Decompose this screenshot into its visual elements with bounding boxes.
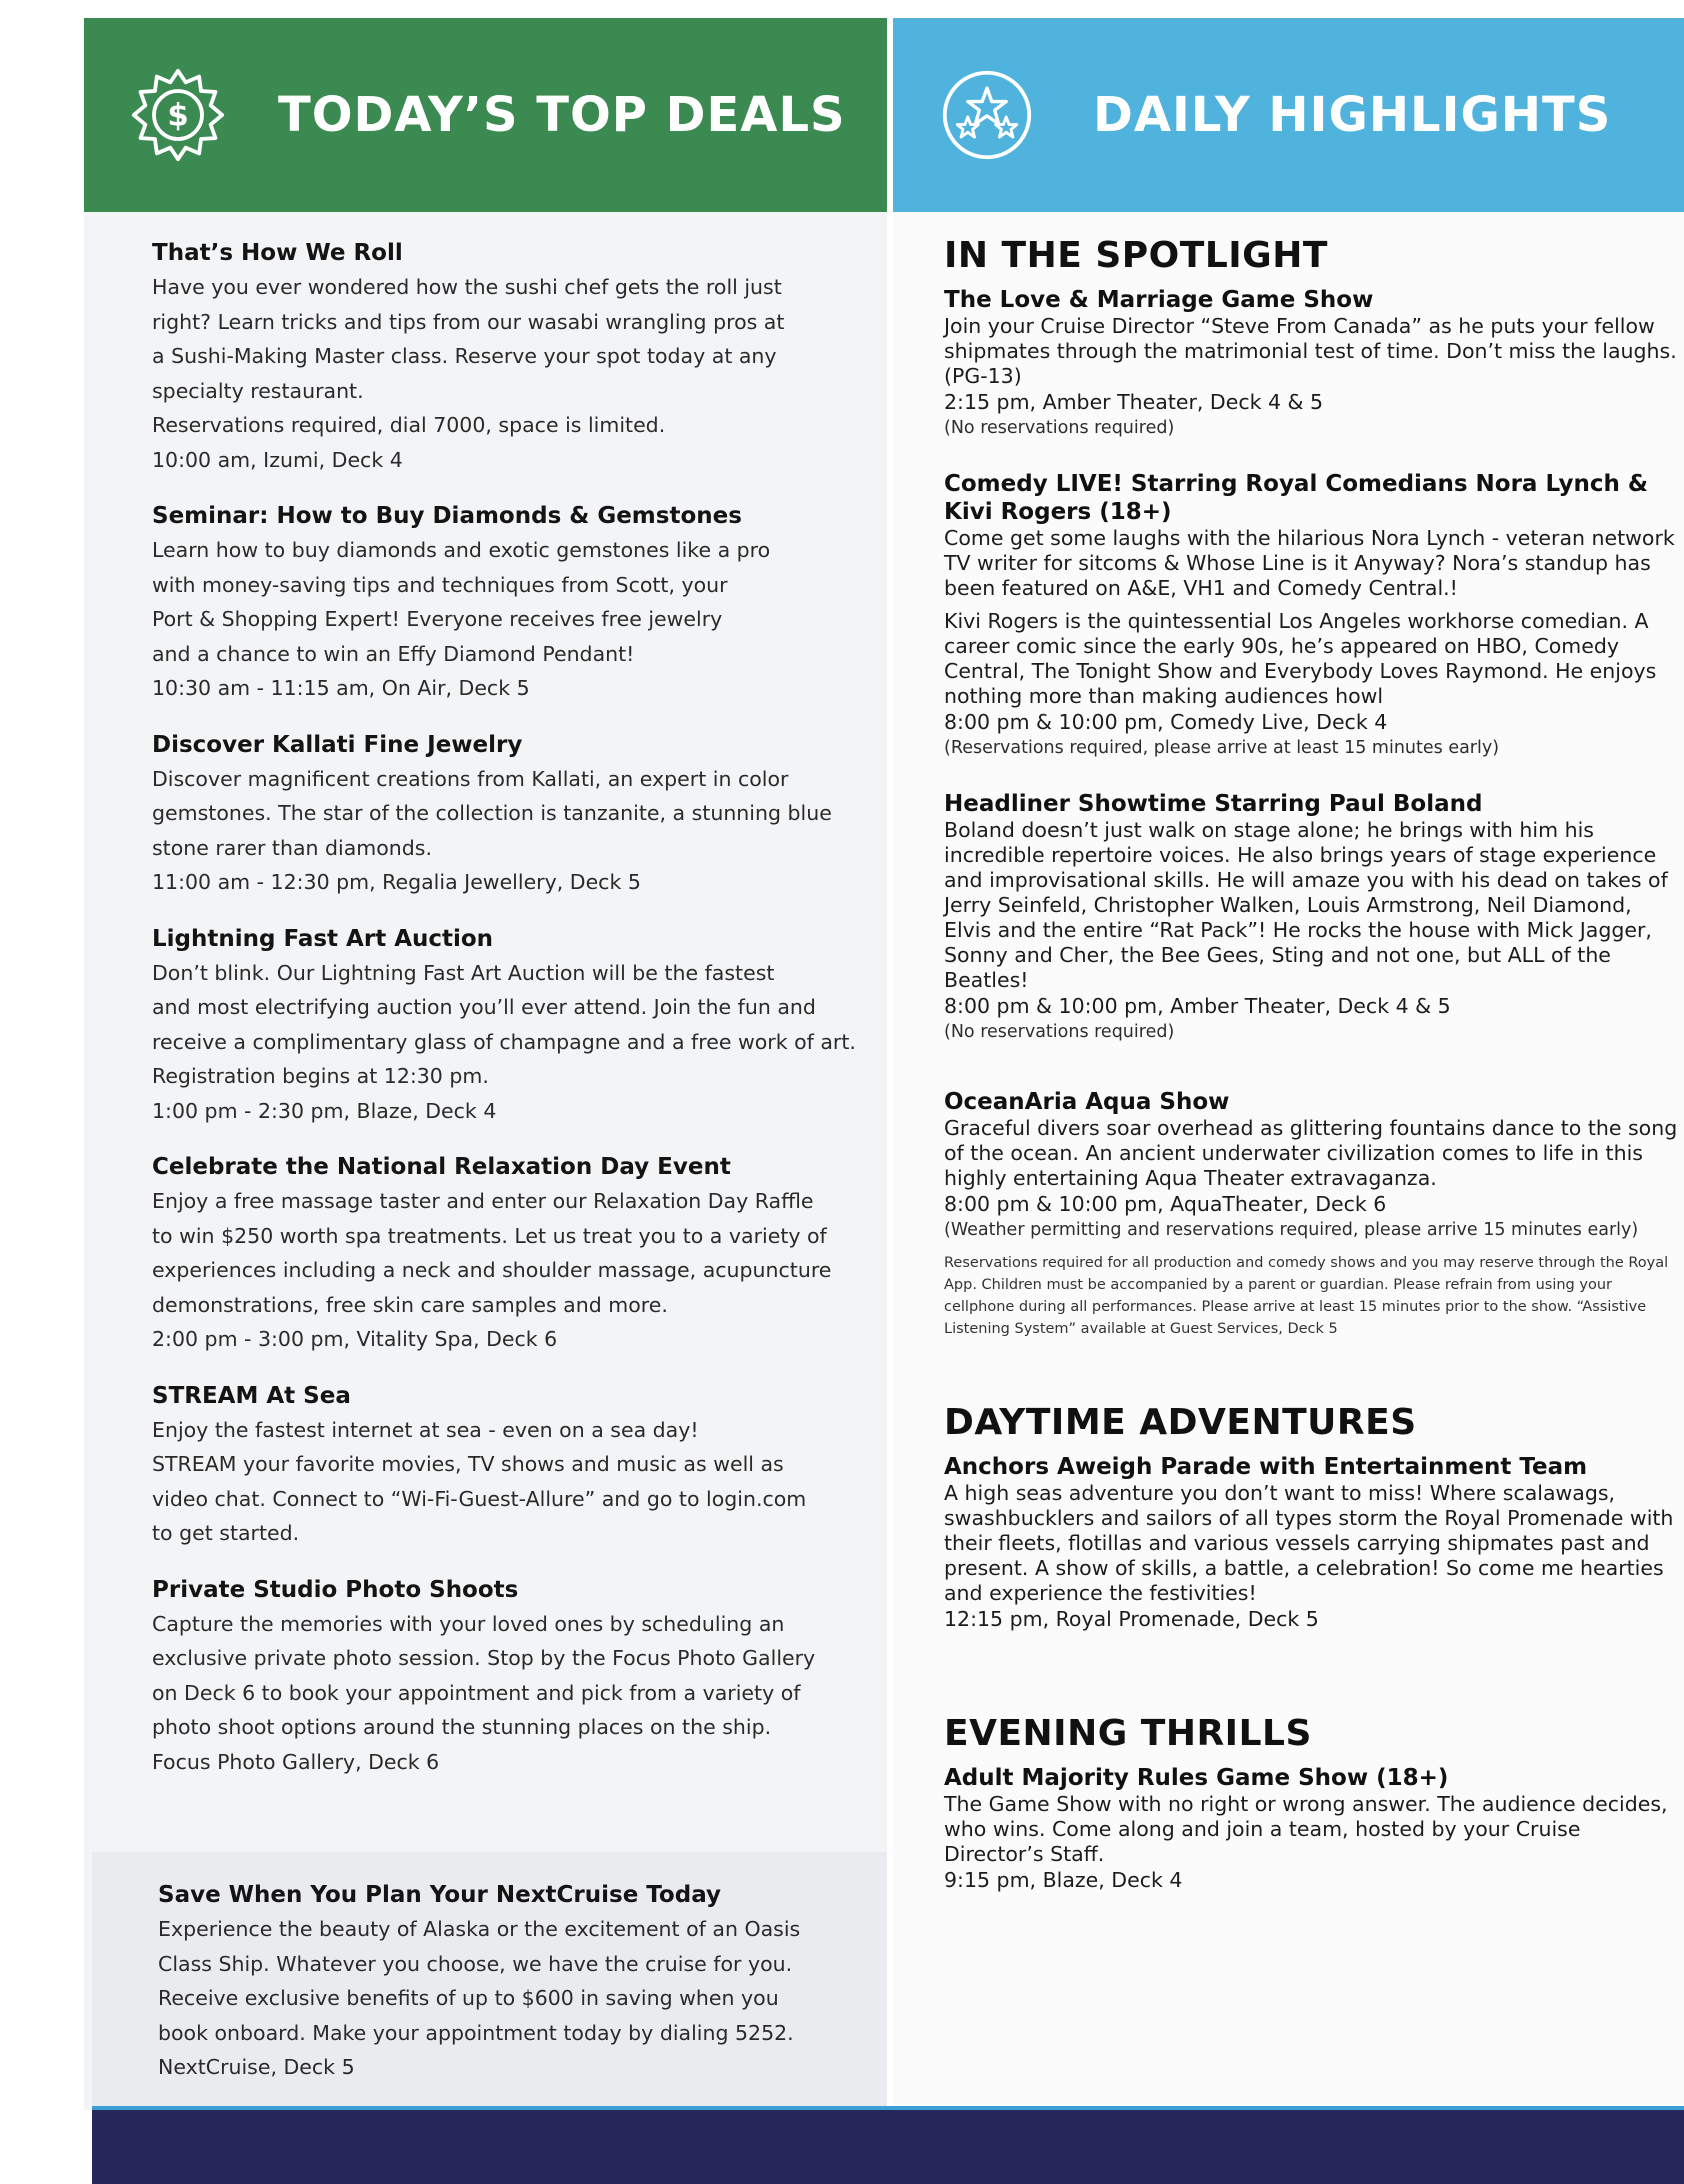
deal-time-location: Focus Photo Gallery, Deck 6: [152, 1749, 440, 1774]
deal-text-line: experiences including a neck and shoulder massage, acupuncture: [152, 1258, 832, 1282]
deal-time-location: NextCruise, Deck 5: [158, 2055, 355, 2079]
deal-text-line: gemstones. The star of the collection is tanzanite, a stunning blue: [152, 801, 832, 825]
dollar-badge-icon: [130, 67, 226, 163]
deal-title: STREAM At Sea: [152, 1382, 351, 1409]
event-time-location: 9:15 pm, Blaze, Deck 4: [944, 1868, 1183, 1892]
event-description: The Game Show with no right or wrong answer. The audience decides, who wins. Come along and join a team, hosted by your Cruise Director’s Staff.: [944, 1792, 1668, 1866]
deal-text-line: specialty restaurant.: [152, 378, 364, 403]
event-title: Adult Majority Rules Game Show (18+): [944, 1765, 1449, 1791]
reservation-fine-print: Reservations required for all production and comedy shows and you may reserve through the Royal App. Children must be accompanied by a parent or guardian. Please refrain from using your cellphone during all performances. Please arrive at least 15 minutes prior to the show. “Assistive Listening System” available at Guest Services, Deck 5: [944, 1255, 1669, 1337]
deal-title: Lightning Fast Art Auction: [152, 925, 494, 952]
event-time-location: 8:00 pm & 10:00 pm, AquaTheater, Deck 6: [944, 1192, 1387, 1216]
deal-text-line: book onboard. Make your appointment today by dialing 5252.: [158, 2020, 794, 2045]
deal-item: [152, 1577, 852, 1780]
event-time-location: 2:15 pm, Amber Theater, Deck 4 & 5: [944, 390, 1324, 414]
event-reservation-note: (Weather permitting and reservations required, please arrive 15 minutes early): [944, 1220, 1639, 1240]
deal-text-line: Receive exclusive benefits of up to $600 in saving when you: [158, 1986, 779, 2010]
deal-text-line: STREAM your favorite movies, TV shows and music as well as: [152, 1452, 784, 1476]
nextcruise-deal: [158, 1882, 858, 2085]
svg-text:$: $: [167, 97, 189, 134]
spotlight-event: [944, 286, 1684, 440]
deal-text-line: Enjoy the fastest internet at sea - even on a sea day!: [152, 1417, 699, 1442]
deal-text-line: Registration begins at 12:30 pm.: [152, 1064, 489, 1088]
event-description: Kivi Rogers is the quintessential Los Angeles workhorse comedian. A career comic since the early 90s, he’s appeared on HBO, Comedy Central, The Tonight Show and Everybody Loves Raymond. He enjoys nothing more than making audiences howl: [944, 609, 1657, 708]
deal-title: Discover Kallati Fine Jewelry: [152, 731, 523, 758]
evening-heading: EVENING THRILLS: [944, 1713, 1312, 1754]
column-divider: [887, 18, 893, 2110]
deal-text-line: Port & Shopping Expert! Everyone receives free jewelry: [152, 607, 723, 631]
deal-title: Seminar: How to Buy Diamonds & Gemstones: [152, 503, 742, 529]
deal-item: [152, 503, 852, 706]
deal-text-line: and a chance to win an Effy Diamond Pendant!: [152, 641, 635, 666]
daytime-heading: DAYTIME ADVENTURES: [944, 1402, 1417, 1443]
deal-text-line: Class Ship. Whatever you choose, we have the cruise for you.: [158, 1951, 793, 1976]
deal-text-line: and most electrifying auction you’ll ever attend. Join the fun and: [152, 995, 816, 1019]
event-title: The Love & Marriage Game Show: [944, 287, 1374, 313]
event-reservation-note: (No reservations required): [944, 418, 1175, 438]
deal-text-line: Enjoy a free massage taster and enter our Relaxation Day Raffle: [152, 1189, 814, 1213]
deal-text-line: to win $250 worth spa treatments. Let us treat you to a variety of: [152, 1223, 827, 1248]
daytime-event: [944, 1453, 1684, 1633]
deal-time-location: 10:30 am - 11:15 am, On Air, Deck 5: [152, 676, 530, 700]
deal-text-line: stone rarer than diamonds.: [152, 835, 432, 860]
event-description: Graceful divers soar overhead as glittering fountains dance to the song of the ocean. An ancient underwater civilization comes to life in this highly entertaining Aqua Theater extravaganza.: [944, 1116, 1678, 1190]
deal-text-line: on Deck 6 to book your appointment and pick from a variety of: [152, 1680, 801, 1705]
deal-text-line: demonstrations, free skin care samples and more.: [152, 1292, 668, 1317]
deal-title: That’s How We Roll: [152, 240, 403, 266]
deal-text-line: exclusive private photo session. Stop by the Focus Photo Gallery: [152, 1646, 816, 1670]
deal-text-line: Capture the memories with your loved ones by scheduling an: [152, 1611, 785, 1636]
deal-time-location: 1:00 pm - 2:30 pm, Blaze, Deck 4: [152, 1098, 497, 1123]
event-description: Join your Cruise Director “Steve From Canada” as he puts your fellow shipmates through the matrimonial test of time. Don’t miss the laughs. (PG-13): [944, 314, 1677, 388]
spotlight-event: [944, 470, 1684, 760]
event-title: Comedy LIVE! Starring Royal Comedians Nora Lynch & Kivi Rogers (18+): [944, 471, 1648, 525]
deal-text-line: Experience the beauty of Alaska or the excitement of an Oasis: [158, 1917, 801, 1941]
event-time-location: 12:15 pm, Royal Promenade, Deck 5: [944, 1607, 1319, 1631]
event-description: Come get some laughs with the hilarious Nora Lynch - veteran network TV writer for sitcoms & Whose Line is it Anyway? Nora’s standup has been featured on A&E, VH1 and Comedy Central.!: [944, 526, 1675, 600]
event-reservation-note: (No reservations required): [944, 1022, 1175, 1042]
deal-item: [152, 1383, 852, 1551]
deal-text-line: to get started.: [152, 1521, 300, 1545]
deal-item: [152, 732, 852, 900]
event-time-location: 8:00 pm & 10:00 pm, Comedy Live, Deck 4: [944, 710, 1388, 734]
deal-time-location: 10:00 am, Izumi, Deck 4: [152, 447, 403, 472]
evening-event: [944, 1764, 1684, 1894]
top-deals-title: TODAY’S TOP DEALS: [278, 87, 846, 143]
event-title: OceanAria Aqua Show: [944, 1089, 1230, 1115]
deals-list: [152, 240, 856, 1805]
deal-text-line: Discover magnificent creations from Kallati, an expert in color: [152, 766, 789, 791]
deal-time-location: 11:00 am - 12:30 pm, Regalia Jewellery, Deck 5: [152, 870, 641, 894]
deal-item: [152, 1154, 852, 1357]
event-time-location: 8:00 pm & 10:00 pm, Amber Theater, Deck 4 & 5: [944, 994, 1451, 1018]
spotlight-event: [944, 790, 1684, 1044]
deal-text-line: right? Learn tricks and tips from our wasabi wrangling pros at: [152, 309, 785, 334]
top-deals-banner: [84, 18, 887, 212]
deal-time-location: 2:00 pm - 3:00 pm, Vitality Spa, Deck 6: [152, 1327, 558, 1351]
highlights-list: [944, 235, 1684, 1924]
daily-highlights-title: DAILY HIGHLIGHTS: [1093, 87, 1612, 143]
deal-text-line: Learn how to buy diamonds and exotic gemstones like a pro: [152, 538, 771, 562]
deal-text-line: receive a complimentary glass of champagne and a free work of art.: [152, 1029, 856, 1054]
event-description: Boland doesn’t just walk on stage alone; he brings with him his incredible repertoire voices. He also brings years of stage experience and improvisational skills. He will amaze you with his dead on takes of Jerry Seinfeld, Christopher Walken, Louis Armstrong, Neil Diamond, Elvis and the entire “Rat Pack”! He rocks the house with Mick Jagger, Sonny and Cher, the Bee Gees, Sting and not one, but ALL of the Beatles!: [944, 818, 1668, 992]
deal-title: Save When You Plan Your NextCruise Today: [158, 1882, 722, 1908]
deal-title: Private Studio Photo Shoots: [152, 1576, 519, 1603]
deal-item: [152, 240, 852, 477]
deal-text-line: photo shoot options around the stunning places on the ship.: [152, 1715, 772, 1739]
event-reservation-note: (Reservations required, please arrive at least 15 minutes early): [944, 738, 1500, 758]
deal-text-line: a Sushi-Making Master class. Reserve your spot today at any: [152, 344, 777, 368]
deal-reservation-note: Reservations required, dial 7000, space is limited.: [152, 413, 666, 437]
deal-text-line: Don’t blink. Our Lightning Fast Art Auction will be the fastest: [152, 960, 775, 985]
footer-bar: [92, 2110, 1684, 2184]
deal-text-line: with money-saving tips and techniques from Scott, your: [152, 572, 728, 597]
spotlight-event: [944, 1088, 1684, 1340]
event-description: A high seas adventure you don’t want to miss! Where scalawags, swashbucklers and sailors of all types storm the Royal Promenade with their fleets, flotillas and various vessels carrying shipmates past and present. A show of skills, a battle, a celebration! So come me hearties and experience the festivities!: [944, 1481, 1674, 1605]
spotlight-heading: IN THE SPOTLIGHT: [944, 235, 1328, 276]
daily-highlights-banner: [893, 18, 1684, 212]
deal-text-line: Have you ever wondered how the sushi chef gets the roll just: [152, 275, 782, 299]
event-title: Anchors Aweigh Parade with Entertainment Team: [944, 1454, 1588, 1480]
deal-title: Celebrate the National Relaxation Day Event: [152, 1154, 731, 1180]
deal-text-line: video chat. Connect to “Wi-Fi-Guest-Allure” and go to login.com: [152, 1486, 807, 1511]
stars-badge-icon: [939, 67, 1035, 163]
deal-item: [152, 925, 856, 1129]
event-title: Headliner Showtime Starring Paul Boland: [944, 791, 1483, 817]
